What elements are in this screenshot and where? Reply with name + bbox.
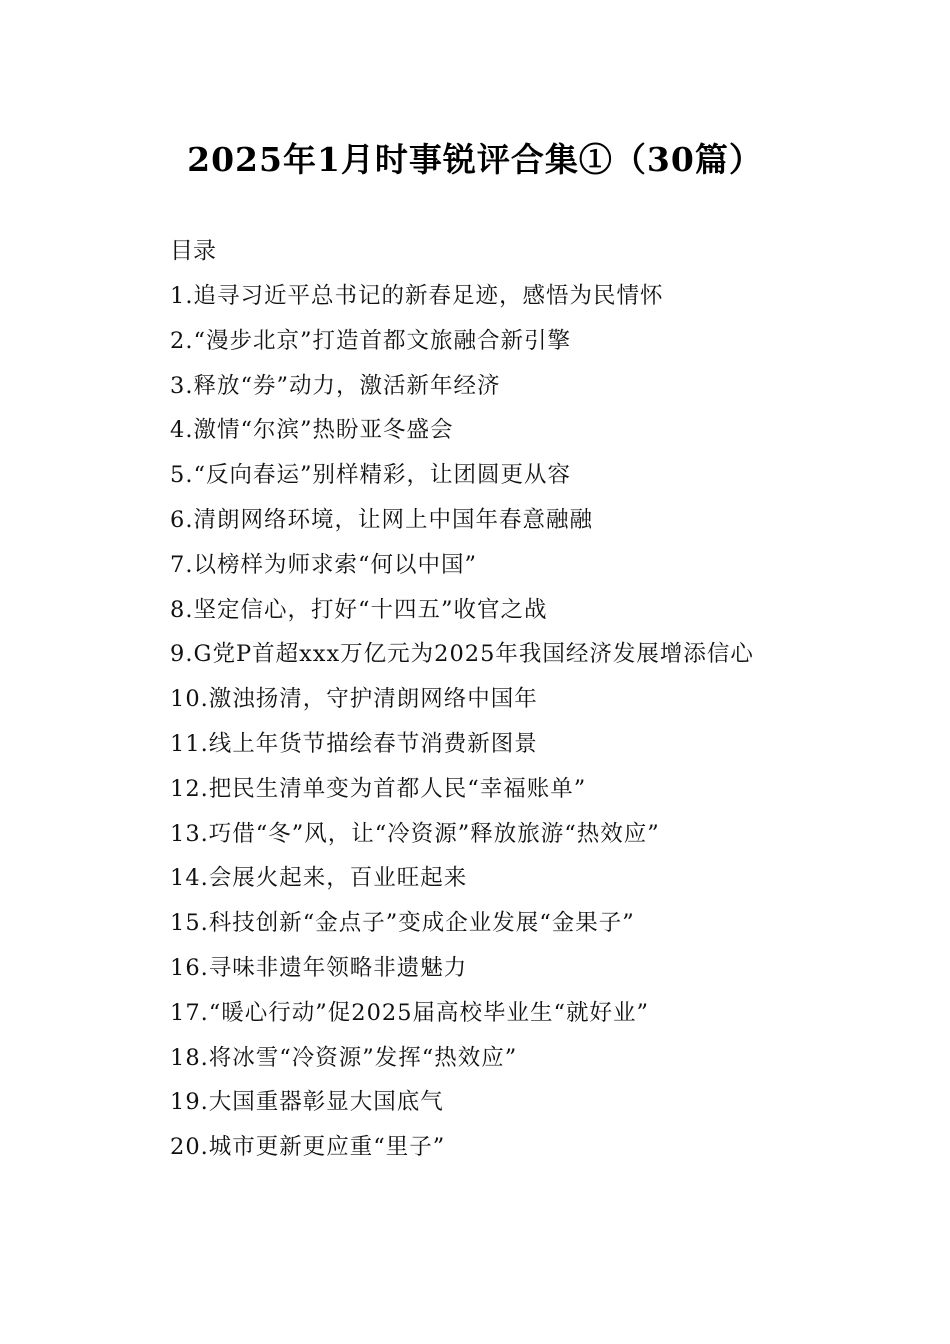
toc-item-11: 11.线上年货节描绘春节消费新图景: [170, 730, 538, 757]
toc-item-19: 19.大国重器彰显大国底气: [170, 1089, 444, 1116]
document-title: 2025年1月时事锐评合集①（30篇）: [187, 140, 763, 179]
toc-item-4: 4.激情“尔滨”热盼亚冬盛会: [170, 417, 454, 444]
toc-item-8: 8.坚定信心，打好“十四五”收官之战: [170, 596, 548, 623]
toc-item-5: 5.“反向春运”别样精彩，让团圆更从容: [170, 462, 571, 489]
toc-item-12: 12.把民生清单变为首都人民“幸福账单”: [170, 775, 587, 802]
toc-item-10: 10.激浊扬清，守护清朗网络中国年: [170, 686, 538, 713]
toc-item-6: 6.清朗网络环境，让网上中国年春意融融: [170, 506, 593, 533]
toc-item-7: 7.以榜样为师求索“何以中国”: [170, 551, 477, 578]
toc-item-18: 18.将冰雪“冷资源”发挥“热效应”: [170, 1044, 518, 1071]
toc-item-17: 17.“暖心行动”促2025届高校毕业生“就好业”: [170, 999, 650, 1026]
toc-item-20: 20.城市更新更应重“里子”: [170, 1134, 446, 1161]
toc-item-2: 2.“漫步北京”打造首都文旅融合新引擎: [170, 327, 571, 354]
toc-item-15: 15.科技创新“金点子”变成企业发展“金果子”: [170, 910, 635, 937]
toc-item-3: 3.释放“券”动力，激活新年经济: [170, 372, 501, 399]
toc-heading: 目录: [170, 238, 216, 264]
toc-item-16: 16.寻味非遗年领略非遗魅力: [170, 954, 468, 981]
toc-list: [170, 279, 910, 1175]
toc-item-1: 1.追寻习近平总书记的新春足迹，感悟为民情怀: [170, 283, 664, 309]
toc-item-14: 14.会展火起来，百业旺起来: [170, 865, 468, 892]
toc-item-13: 13.巧借“冬”风，让“冷资源”释放旅游“热效应”: [170, 820, 660, 847]
toc-item-9: 9.G党P首超xxx万亿元为2025年我国经济发展增添信心: [170, 641, 754, 668]
